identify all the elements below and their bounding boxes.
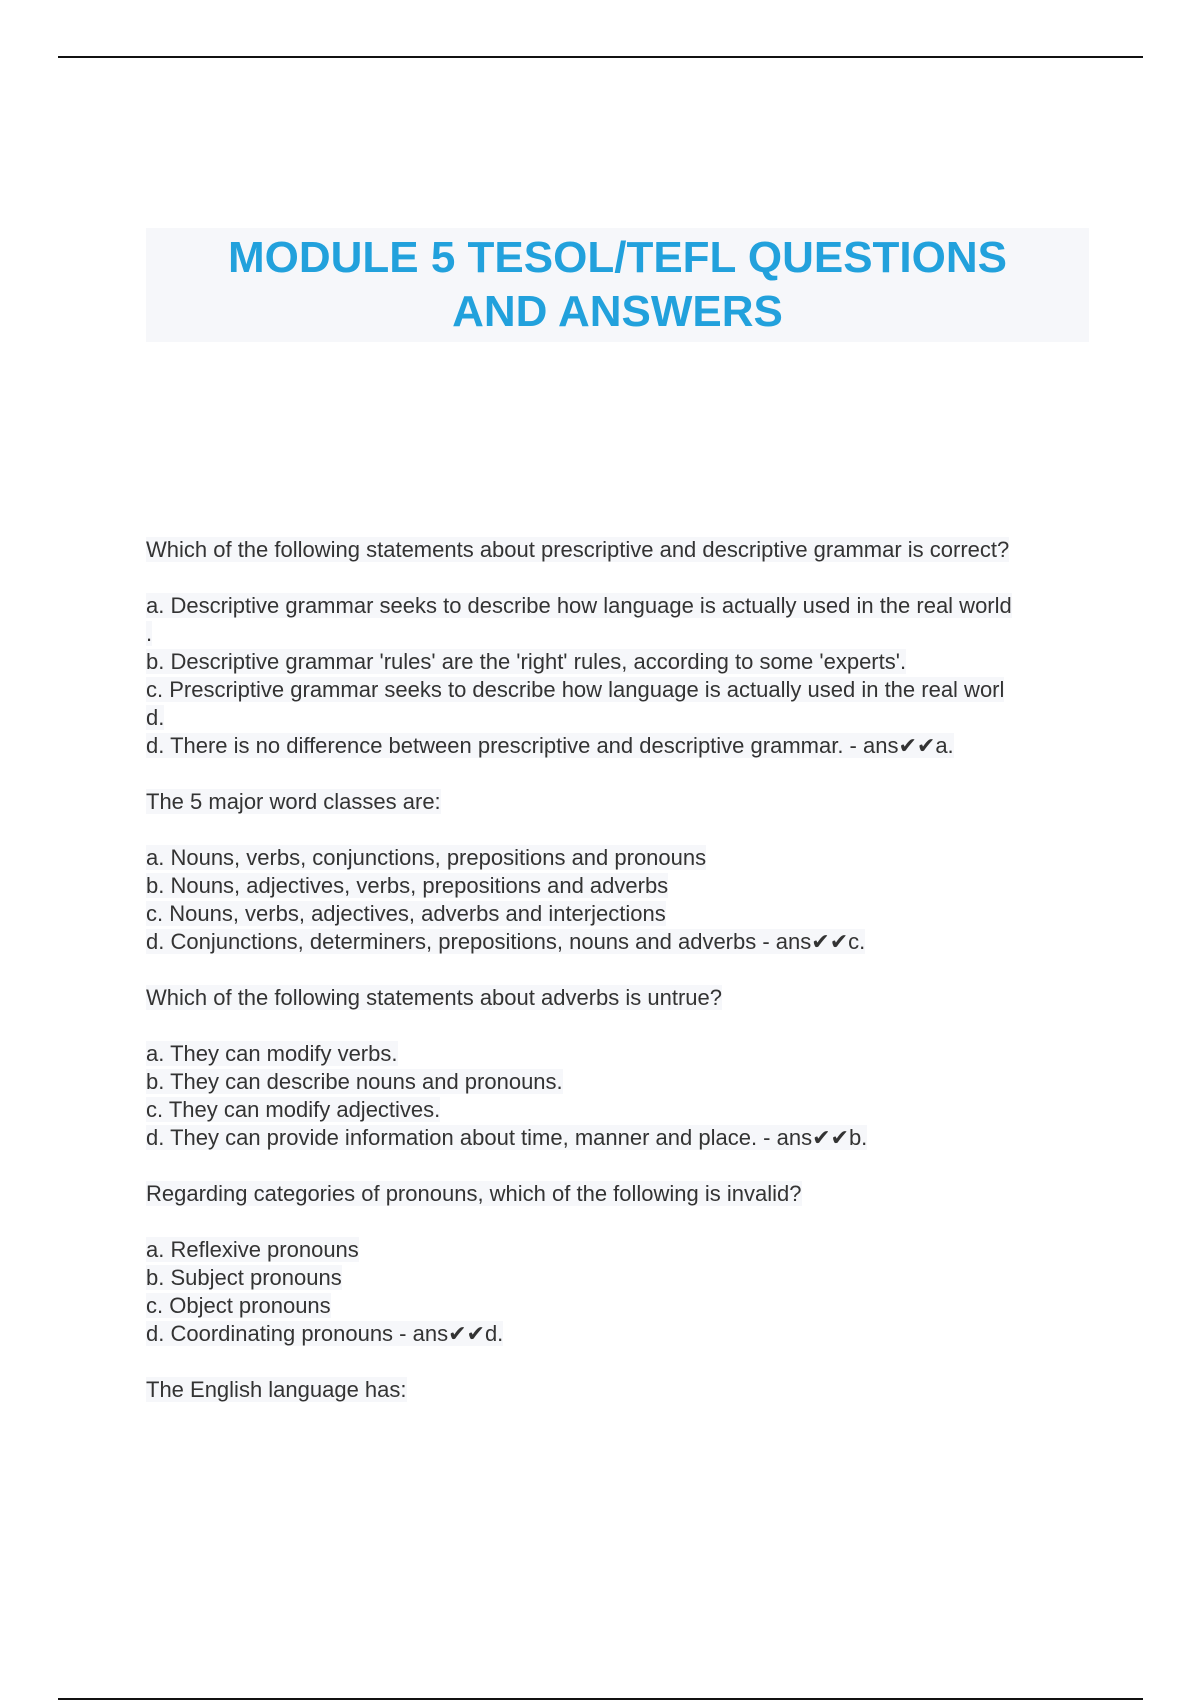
answer-option: a. Descriptive grammar seeks to describe how language is actually used in the real world [146, 593, 1012, 618]
title-line-1: MODULE 5 TESOL/TEFL QUESTIONS [227, 233, 1008, 282]
title-line-2: AND ANSWERS [452, 287, 783, 336]
page-title [228, 231, 1007, 339]
question-list [146, 536, 1106, 1404]
answer-option: d. There is no difference between prescriptive and descriptive grammar. - ans✔✔a. [146, 733, 954, 758]
answer-option: d. Coordinating pronouns - ans✔✔d. [146, 1321, 504, 1346]
question-prompt: Which of the following statements about adverbs is untrue? [146, 985, 722, 1010]
question-prompt: Regarding categories of pronouns, which of the following is invalid? [146, 1181, 802, 1206]
answer-option: b. Descriptive grammar 'rules' are the 'right' rules, according to some 'experts'. [146, 649, 907, 674]
question-5 [146, 1376, 1106, 1404]
answer-option: d. [146, 705, 165, 730]
answer-option: a. Nouns, verbs, conjunctions, prepositions and pronouns [146, 845, 707, 870]
question-2 [146, 788, 1106, 956]
answer-option: c. They can modify adjectives. [146, 1097, 441, 1122]
answer-option: c. Object pronouns [146, 1293, 331, 1318]
question-prompt: Which of the following statements about prescriptive and descriptive grammar is correct? [146, 537, 1010, 562]
answer-option: . [146, 621, 153, 646]
answer-option: d. Conjunctions, determiners, prepositions, nouns and adverbs - ans✔✔c. [146, 929, 866, 954]
answer-option: b. Subject pronouns [146, 1265, 342, 1290]
answer-option: a. They can modify verbs. [146, 1041, 398, 1066]
top-rule [58, 56, 1143, 58]
answer-option: b. Nouns, adjectives, verbs, prepositions and adverbs [146, 873, 669, 898]
answer-option: c. Prescriptive grammar seeks to describe how language is actually used in the real worl [146, 677, 1005, 702]
title-banner [146, 228, 1089, 342]
answer-option: c. Nouns, verbs, adjectives, adverbs and interjections [146, 901, 666, 926]
answer-option: d. They can provide information about time, manner and place. - ans✔✔b. [146, 1125, 868, 1150]
question-4 [146, 1180, 1106, 1348]
question-prompt: The 5 major word classes are: [146, 789, 441, 814]
question-3 [146, 984, 1106, 1152]
answer-option: b. They can describe nouns and pronouns. [146, 1069, 563, 1094]
question-prompt: The English language has: [146, 1377, 407, 1402]
question-1 [146, 536, 1106, 760]
answer-option: a. Reflexive pronouns [146, 1237, 359, 1262]
